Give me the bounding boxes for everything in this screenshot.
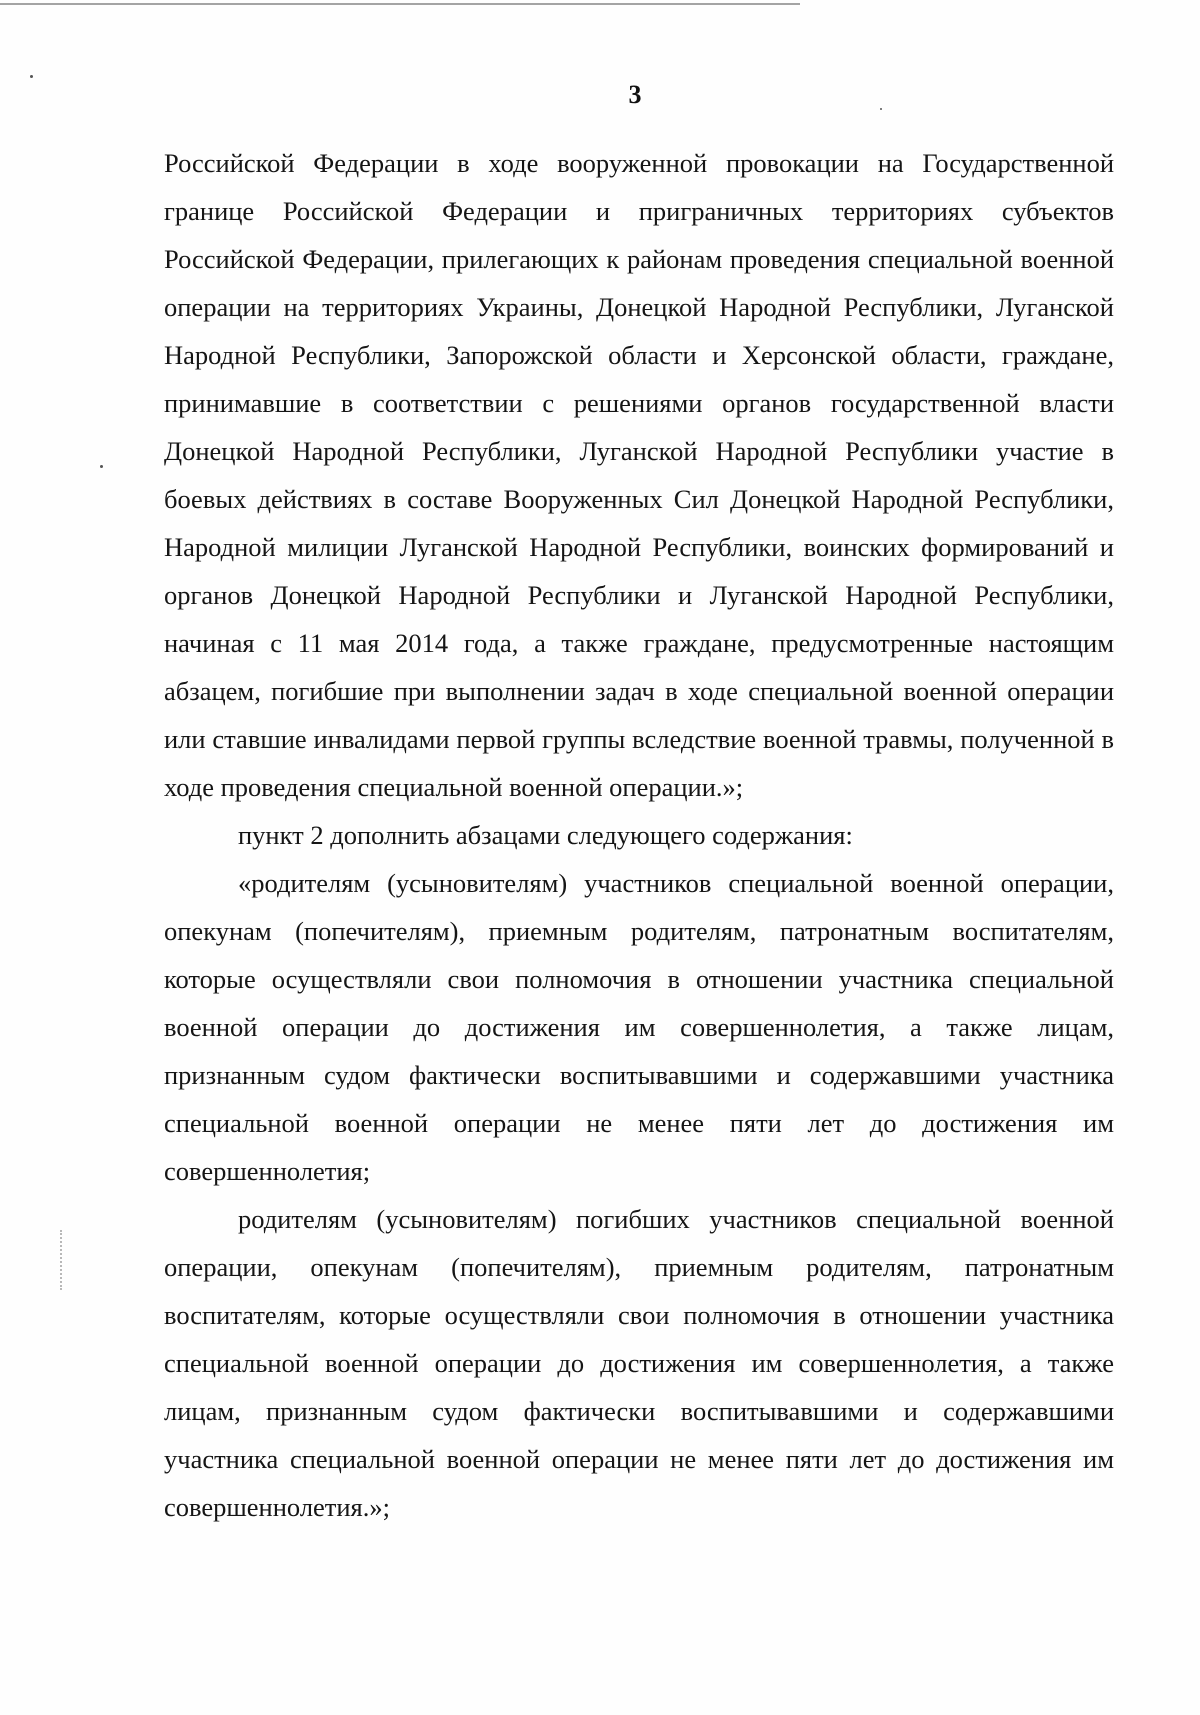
page-number: 3 — [628, 80, 642, 109]
paragraph-parents-deceased-participants: родителям (усыновителям) погибших участников специальной военной операции, опекунам (попечителям), приемным родителям, патронатным воспитателям, которые осуществляли свои полномочия в отношении участника специальной военной операции до достижения им совершеннолетия, а также лицам, признанным судом фактически воспитывавшими и содержавшими участника специальной военной операции не менее пяти лет до достижения им совершеннолетия.»; — [164, 1204, 1114, 1522]
paragraph-amendment-intro: пункт 2 дополнить абзацами следующего содержания: — [238, 820, 853, 850]
document-body — [164, 139, 1114, 1531]
scan-edge-line — [0, 3, 800, 5]
scan-margin-dots — [60, 1230, 64, 1290]
paragraph-continuation: Российской Федерации в ходе вооруженной провокации на Государственной границе Российской Федерации и приграничных территориях субъектов Российской Федерации, прилегающих к районам проведения специальной военной операции на территориях Украины, Донецкой Народной Республики, Луганской Народной Республики, Запорожской области и Херсонской области, граждане, принимавшие в соответствии с решениями органов государственной власти Донецкой Народной Республики, Луганской Народной Республики участие в боевых действиях в составе Вооруженных Сил Донецкой Народной Республики, Народной милиции Луганской Народной Республики, воинских формирований и органов Донецкой Народной Республики и Луганской Народной Республики, начиная с 11 мая 2014 года, а также граждане, предусмотренные настоящим абзацем, погибшие при выполнении задач в ходе специальной военной операции или ставшие инвалидами первой группы вследствие военной травмы, полученной в ходе проведения специальной военной операции.»; — [164, 148, 1114, 802]
scan-speck — [30, 75, 33, 78]
scan-speck — [100, 465, 103, 468]
paragraph-parents-participants: «родителям (усыновителям) участников специальной военной операции, опекунам (попечителям), приемным родителям, патронатным воспитателям, которые осуществляли свои полномочия в отношении участника специальной военной операции до достижения им совершеннолетия, а также лицам, признанным судом фактически воспитывавшими и содержавшими участника специальной военной операции не менее пяти лет до достижения им совершеннолетия; — [164, 868, 1114, 1186]
